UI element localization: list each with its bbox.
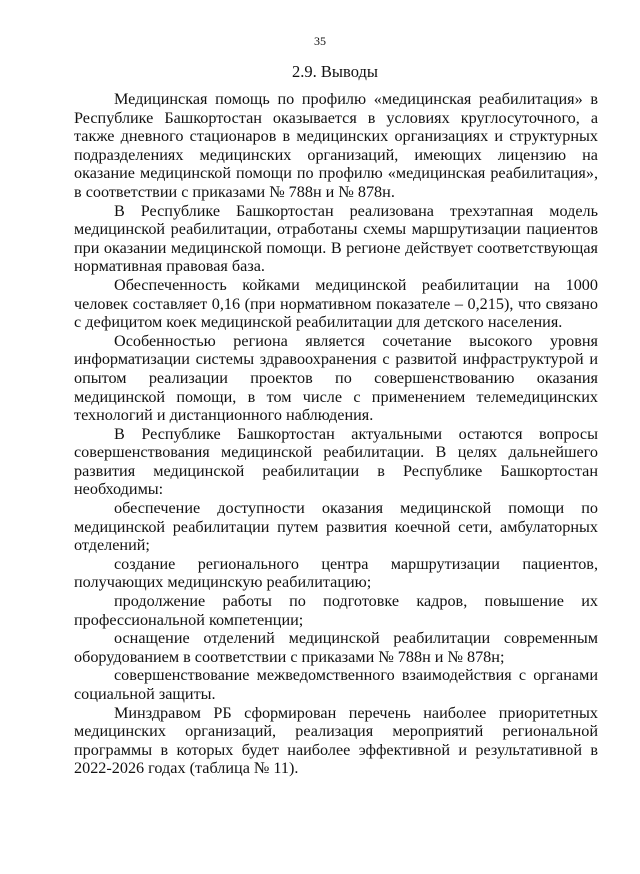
paragraph: В Республике Башкортостан актуальными остаются вопросы совершенствования медицинской реабилитации. В целях дальнейшего развития медицинской реабилитации в Республике Башкортостан необходимы: <box>74 424 598 499</box>
paragraph: В Республике Башкортостан реализована трехэтапная модель медицинской реабилитации, отработаны схемы маршрутизации пациентов при оказании медицинской помощи. В регионе действует соответствующая нормативная правовая база. <box>74 201 598 276</box>
list-item: обеспечение доступности оказания медицинской помощи по медицинской реабилитации путем развития коечной сети, амбулаторных отделений; <box>74 499 598 555</box>
paragraph: Обеспеченность койками медицинской реабилитации на 1000 человек составляет 0,16 (при нормативном показателе – 0,215), что связано с дефицитом коек медицинской реабилитации для детского населения. <box>74 275 598 332</box>
paragraph: Медицинская помощь по профилю «медицинская реабилитация» в Республике Башкортостан оказывается в условиях круглосуточного, а также дневного стационаров в медицинских организациях и структурных подразделениях медицинских организаций, имеющих лицензию на оказание медицинской помощи по профилю «медицинская реабилитация», в соответствии с приказами № 788н и № 878н. <box>74 90 598 201</box>
list-item: совершенствование межведомственного взаимодействия с органами социальной защиты. <box>74 666 598 703</box>
list-item: продолжение работы по подготовке кадров, повышение их профессиональной компетенции; <box>74 592 598 629</box>
list-item: создание регионального центра маршрутизации пациентов, получающих медицинскую реабилитацию; <box>74 554 598 592</box>
body-text <box>74 90 598 778</box>
section-title: 2.9. Выводы <box>292 62 378 81</box>
paragraph: Минздравом РБ сформирован перечень наиболее приоритетных медицинских организаций, реализация мероприятий региональной программы в которых будет наиболее эффективной и результативной в 2022-2026 годах (таблица № 11). <box>74 703 598 778</box>
list-item: оснащение отделений медицинской реабилитации современным оборудованием в соответствии с приказами № 788н и № 878н; <box>74 629 598 666</box>
paragraph: Особенностью региона является сочетание высокого уровня информатизации системы здравоохранения с развитой инфраструктурой и опытом реализации проектов по совершенствованию оказания медицинской помощи, в том числе с применением телемедицинских технологий и дистанционного наблюдения. <box>74 331 598 425</box>
page-number: 35 <box>314 34 326 48</box>
